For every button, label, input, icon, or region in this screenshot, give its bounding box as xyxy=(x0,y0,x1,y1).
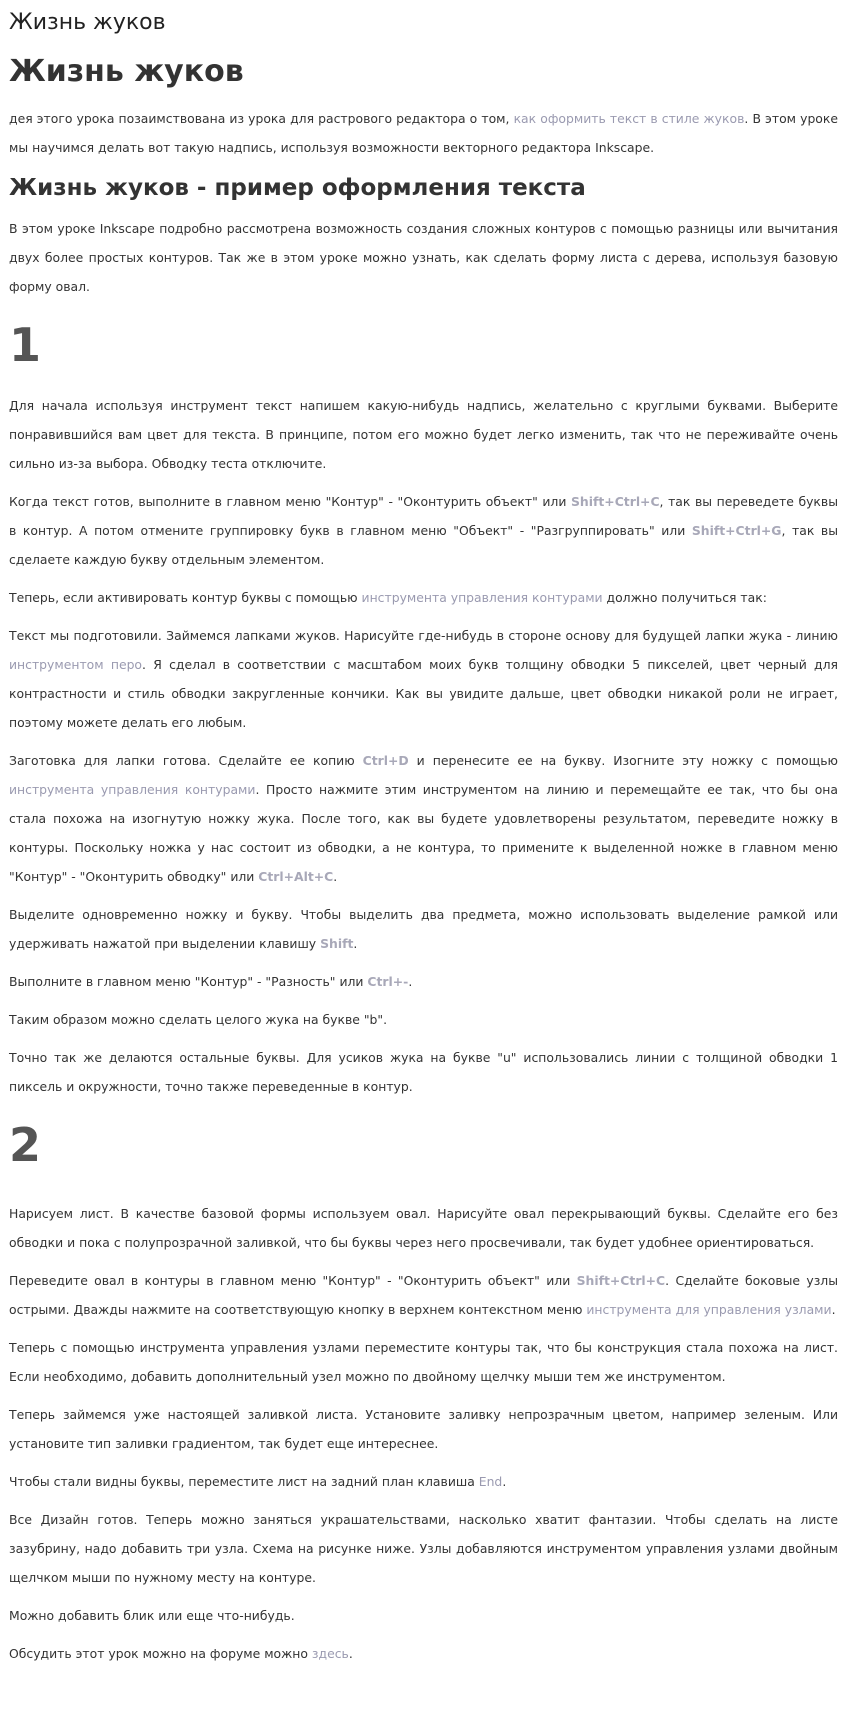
step2-paragraph-4: Теперь займемся уже настоящей заливкой листа. Установите заливку непрозрачным цветом, например зеленым. Или установите тип заливки градиентом, так будет еще интереснее. xyxy=(9,1407,838,1451)
forum-link[interactable]: здесь xyxy=(311,1646,349,1661)
step1-paragraph-4: Текст мы подготовили. Займемся лапками жуков. Нарисуйте где-нибудь в стороне основу для будущей лапки жука - линию инструментом перо. Я сделал в соответствии с масштабом моих букв толщину обводки 5 пикселей, цвет черный для контрастности и стиль обводки закругленные кончики. Как вы увидите дальше, цвет обводки никакой роли не играет, поэтому можете делать его любым. xyxy=(9,628,838,730)
pen-tool-link[interactable]: инструментом перо xyxy=(9,657,143,672)
step2-paragraph-8: Обсудить этот урок можно на форуме можно здесь. xyxy=(9,1646,353,1661)
step2-paragraph-5: Чтобы стали видны буквы, переместите лист на задний план клавиша End. xyxy=(9,1474,507,1489)
beetle-text-style-link[interactable]: как оформить текст в стиле жуков xyxy=(513,111,745,126)
shortcut-ctrl-minus: Ctrl+- xyxy=(367,974,409,989)
node-tool-link[interactable]: инструмента для управления узлами xyxy=(586,1302,832,1317)
shortcut-shift-ctrl-c-2: Shift+Ctrl+C xyxy=(576,1273,666,1288)
path-tool-link[interactable]: инструмента управления контурами xyxy=(361,590,603,605)
step1-paragraph-2: Когда текст готов, выполните в главном меню "Контур" - "Оконтурить объект" или Shift+Ctrl+C, так вы переведете буквы в контур. А потом отмените группировку букв в главном меню "Объект" - "Разгруппировать" или Shift+Ctrl+G, так вы сделаете каждую букву отдельным элементом. xyxy=(9,494,838,567)
step2-paragraph-7: Можно добавить блик или еще что-нибудь. xyxy=(9,1608,295,1623)
intro-paragraph: дея этого урока позаимствована из урока для растрового редактора о том, как оформить текст в стиле жуков. В этом уроке мы научимся делать вот такую надпись, используя возможности векторного редактора Inkscape. xyxy=(9,111,838,155)
step2-paragraph-1: Нарисуем лист. В качестве базовой формы используем овал. Нарисуйте овал перекрывающий буквы. Сделайте его без обводки и пока с полупрозрачной заливкой, что бы буквы через него просвечивали, так будет удобнее ориентироваться. xyxy=(9,1206,838,1250)
shortcut-end: End xyxy=(478,1474,503,1489)
step2-paragraph-3: Теперь с помощью инструмента управления узлами переместите контуры так, что бы конструкция стала похожа на лист. Если необходимо, добавить дополнительный узел можно по двойному щелчку мыши тем же инструментом. xyxy=(9,1340,838,1384)
step-number-2: 2 xyxy=(9,1118,42,1172)
page-title: Жизнь жуков xyxy=(9,10,166,35)
step1-paragraph-8: Таким образом можно сделать целого жука на букве "b". xyxy=(9,1012,388,1027)
step1-paragraph-9: Точно так же делаются остальные буквы. Для усиков жука на букве "u" использовались линии с толщиной обводки 1 пиксель и окружности, точно также переведенные в контур. xyxy=(9,1050,838,1094)
shortcut-shift-ctrl-c: Shift+Ctrl+C xyxy=(571,494,660,509)
shortcut-ctrl-alt-c: Ctrl+Alt+C xyxy=(258,869,334,884)
section-paragraph: В этом уроке Inkscape подробно рассмотрена возможность создания сложных контуров с помощью разницы или вычитания двух более простых контуров. Так же в этом уроке можно узнать, как сделать форму листа с дерева, используя базовую форму овал. xyxy=(9,221,838,294)
article-title: Жизнь жуков xyxy=(9,54,244,89)
shortcut-shift-ctrl-g: Shift+Ctrl+G xyxy=(691,523,782,538)
step1-paragraph-3: Теперь, если активировать контур буквы с помощью инструмента управления контурами должно получиться так: xyxy=(9,590,767,605)
step1-paragraph-5: Заготовка для лапки готова. Сделайте ее копию Ctrl+D и перенесите ее на букву. Изогните эту ножку с помощью инструмента управления контурами. Просто нажмите этим инструментом на линию и перемещайте ее так, что бы она стала похожа на изогнутую ножку жука. После того, как вы будете удовлетворены результатом, переведите ножку в контуры. Поскольку ножка у нас состоит из обводки, а не контура, то примените к выделенной ножке в главном меню "Контур" - "Оконтурить обводку" или Ctrl+Alt+C. xyxy=(9,753,839,884)
path-tool-link-2[interactable]: инструмента управления контурами xyxy=(9,782,256,797)
shortcut-shift: Shift xyxy=(320,936,354,951)
step1-paragraph-6: Выделите одновременно ножку и букву. Чтобы выделить два предмета, можно использовать выделение рамкой или удерживать нажатой при выделении клавишу Shift. xyxy=(9,907,838,951)
shortcut-ctrl-d: Ctrl+D xyxy=(362,753,409,768)
section-heading: Жизнь жуков - пример оформления текста xyxy=(9,175,586,201)
step1-paragraph-7: Выполните в главном меню "Контур" - "Разность" или Ctrl+-. xyxy=(9,974,413,989)
step-number-1: 1 xyxy=(9,318,42,372)
step1-paragraph-1: Для начала используя инструмент текст напишем какую-нибудь надпись, желательно с круглыми буквами. Выберите понравившийся вам цвет для текста. В принципе, потом его можно будет легко изменить, так что не переживайте очень сильно из-за выбора. Обводку теста отключите. xyxy=(9,398,838,471)
step2-paragraph-6: Все Дизайн готов. Теперь можно заняться украшательствами, насколько хватит фантазии. Чтобы сделать на листе зазубрину, надо добавить три узла. Схема на рисунке ниже. Узлы добавляются инструментом управления узлами двойным щелчком мыши по нужному месту на контуре. xyxy=(9,1512,838,1585)
step2-paragraph-2: Переведите овал в контуры в главном меню "Контур" - "Оконтурить объект" или Shift+Ctrl+C. Сделайте боковые узлы острыми. Дважды нажмите на соответствующую кнопку в верхнем контекстном меню инструмента для управления узлами. xyxy=(9,1273,839,1317)
